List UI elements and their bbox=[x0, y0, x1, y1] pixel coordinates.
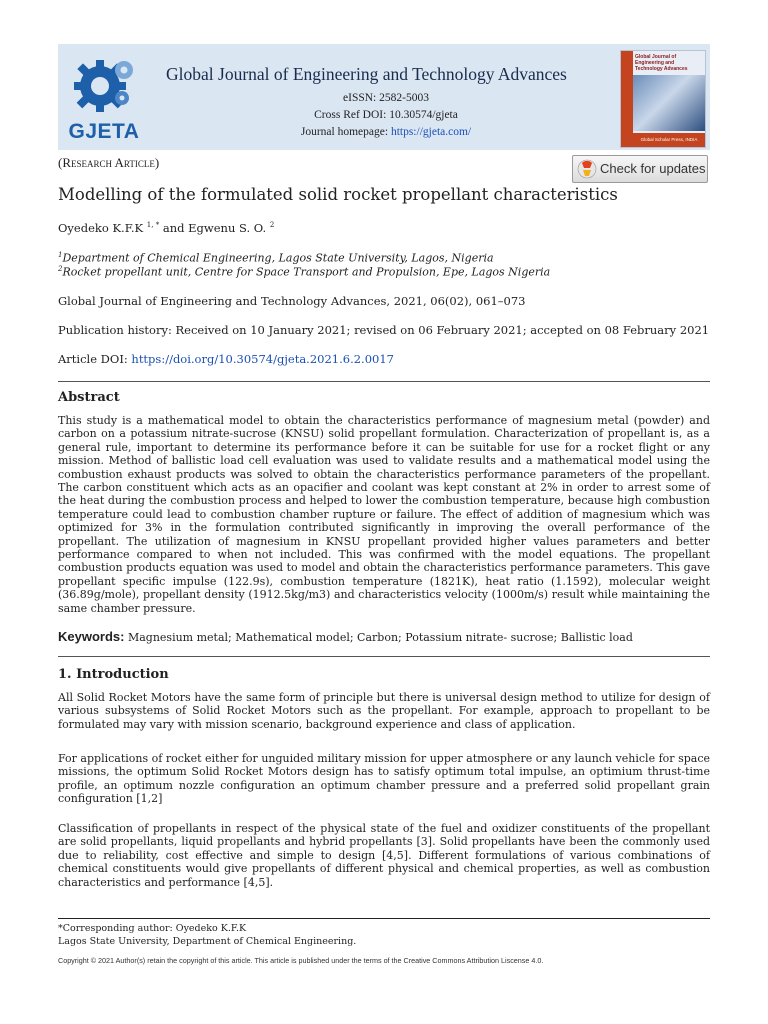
corresponding-author: *Corresponding author: Oyedeko K.F.K bbox=[58, 923, 247, 934]
intro-paragraph-1: All Solid Rocket Motors have the same form of principle but there is universal design method to utilize for design of various subsystems of Solid Rocket Motors such as the propellant. For example, approach to propellant to be formulated may vary with mission scenario, background experience and class of application. bbox=[58, 691, 710, 731]
keywords bbox=[58, 629, 710, 644]
cover-picture bbox=[633, 75, 705, 131]
intro-paragraph-3: Classification of propellants in respect of the physical state of the fuel and oxidizer constituents of the propellant are solid propellants, liquid propellants and hybrid propellants [3]. Solid propellants have been the commonly used due to reliability, cost effective and simple to design [4,5]. Different formulations of various combinations of chemical constituents would give propellants of different physical and chemical properties, as well as combustion characteristics and performance [4,5]. bbox=[58, 822, 710, 889]
doi-link[interactable]: https://doi.org/10.30574/gjeta.2021.6.2.0017 bbox=[131, 352, 394, 366]
article-type: (Research Article) bbox=[58, 155, 160, 170]
doi-label: Article DOI: bbox=[58, 352, 132, 366]
author-list bbox=[58, 221, 274, 235]
homepage-link[interactable]: https://gjeta.com/ bbox=[390, 126, 472, 138]
affiliation-2: $^2$Rocket propellant unit, Centre for Space Transport and Propulsion, Epe, Lagos Nigeria bbox=[58, 265, 551, 279]
crossmark-icon bbox=[577, 159, 597, 182]
author-1: Oyedeko K.F.K bbox=[58, 221, 144, 235]
keywords-list: Magnesium metal; Mathematical model; Carbon; Potassium nitrate- sucrose; Ballistic load bbox=[124, 631, 633, 644]
journal-title: Global Journal of Engineering and Technology Advances bbox=[166, 64, 567, 84]
intro-paragraph-2: For applications of rocket either for unguided military mission for upper atmosphere or any launch vehicle for space missions, the optimum Solid Rocket Motors design has to satisfy optimum total impulse, an optimium thrust-time profile, an optimum nozzle configuration an optimum chamber pressure and a preferred solid propellant grain configuration [1,2] bbox=[58, 752, 710, 806]
divider bbox=[58, 381, 710, 382]
divider bbox=[58, 656, 710, 657]
crossref-doi: Cross Ref DOI: 10.30574/gjeta bbox=[314, 109, 458, 121]
check-for-updates-button[interactable] bbox=[572, 155, 708, 183]
journal-cover-image bbox=[620, 50, 706, 148]
journal-homepage bbox=[166, 126, 606, 138]
abstract-text: This study is a mathematical model to obtain the characteristics performance of magnesium metal (powder) and carbon on a potassium nitrate-sucrose (KNSU) solid propellant formulation. Characterization of propellant is, as a general rule, important to determine its performance before it can be suitable for use for a rocket flight or any mission. Method of ballistic load cell evaluation was used to validate results and a mathematical model using the combustion exhaust products was solved to obtain the characteristics performance parameters of the propellant. The carbon constituent which acts as an opacifier and coolant was kept constant at 2% in order to arrest some of the heat during the combustion process and helped to lower the combustion temperature, because high combustion temperature could lead to combustion chamber rupture or failure. The effect of addition of magnesium which was optimized for 3% in the formulation contributed significantly in improving the overall performance of the propellant. The utilization of magnesium in KNSU propellant provided higher values parameters and better performance compared to when not included. This was confirmed with the model equations. The propellant combustion products equation was used to model and obtain the characteristics performance parameters. This gave propellant specific impulse (122.9s), combustion temperature (1821K), heat ratio (1.1592), molecular weight (36.89g/mole), propellant density (1912.5kg/m3) and characteristics velocity (1000m/s) result while maintaining the same chamber pressure. bbox=[58, 414, 710, 615]
abstract-heading: Abstract bbox=[58, 390, 120, 405]
cover-band bbox=[621, 51, 633, 147]
check-for-updates-label: Check for updates bbox=[600, 161, 706, 176]
author-1-sup: 1, * bbox=[146, 221, 160, 230]
article-title: Modelling of the formulated solid rocket propellant characteristics bbox=[58, 185, 618, 204]
citation: Global Journal of Engineering and Technology Advances, 2021, 06(02), 061–073 bbox=[58, 294, 526, 308]
keywords-label: Keywords: bbox=[58, 629, 125, 644]
author-2-sup: 2 bbox=[269, 221, 275, 230]
cover-footer: Global Scholar Press, INDIA bbox=[633, 133, 705, 147]
journal-header bbox=[58, 44, 710, 150]
introduction-heading: 1. Introduction bbox=[58, 667, 169, 682]
eissn: eISSN: 2582-5003 bbox=[343, 92, 429, 104]
logo-text: GJETA bbox=[68, 120, 140, 143]
author-2: and Egwenu S. O. bbox=[159, 221, 267, 235]
copyright-notice: Copyright © 2021 Author(s) retain the copyright of this article. This article is published under the terms of the Creative Commons Attribution Liscense 4.0. bbox=[58, 956, 544, 965]
affiliation-1: $^1$Department of Chemical Engineering, Lagos State University, Lagos, Nigeria bbox=[58, 251, 494, 265]
article-doi bbox=[58, 352, 394, 366]
footnote-divider bbox=[58, 918, 710, 919]
corresponding-affiliation: Lagos State University, Department of Chemical Engineering. bbox=[58, 936, 357, 947]
cover-title: Global Journal of Engineering and Technology Advances bbox=[635, 54, 688, 72]
publication-history: Publication history: Received on 10 January 2021; revised on 06 February 2021; accepted on 08 February 2021 bbox=[58, 323, 710, 337]
homepage-label: Journal homepage: bbox=[300, 126, 391, 138]
